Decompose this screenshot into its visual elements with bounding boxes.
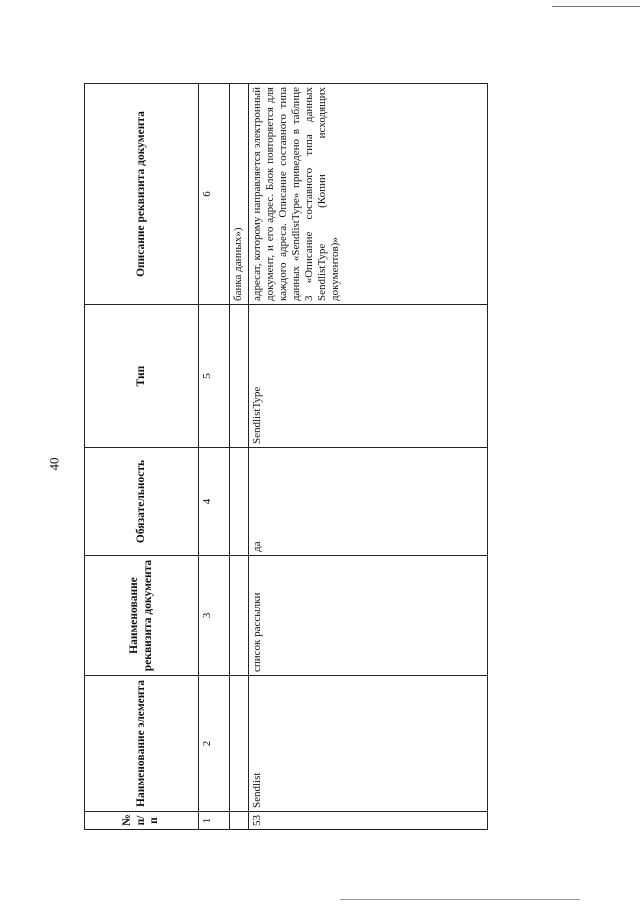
column-number-cell: 6 [199,84,230,305]
table-cell-empty [230,812,249,830]
requisites-table [84,83,488,830]
header-cell-mandatory: Обязательность [85,448,199,556]
page-number: 40 [46,457,62,471]
rotated-table-container [84,84,488,830]
table-cell-empty [230,305,249,448]
scan-edge-line-top [552,6,640,7]
continuation-row [230,84,249,830]
row-element-name: Sendlist [249,676,488,812]
table-cell-empty [230,448,249,556]
header-cell-element: Наименование элемента [85,676,199,812]
column-number-cell: 5 [199,305,230,448]
column-number-cell: 4 [199,448,230,556]
header-cell-description: Описание реквизита документа [85,84,199,305]
scan-edge-line-bottom [340,899,580,900]
header-cell-requisite: Наименование реквизита документа [85,556,199,676]
column-number-row [199,84,230,830]
column-number-cell: 2 [199,676,230,812]
row-description: адресат, которому направляется электронный документ, и его адрес. Блок повторяется для каждого адреса. Описание составного типа данных «SendlistType» приведено в таблице 3 «Описание составного типа данных SendlistType (Копии исходящих документов)» [249,84,488,305]
row-type: SendlistType [249,305,488,448]
row-requisite-name: список рассылки [249,556,488,676]
header-cell-type: Тип [85,305,199,448]
header-cell-number: № п/п [85,812,199,830]
column-number-cell: 3 [199,556,230,676]
continuation-text: банка данных») [230,84,249,305]
table-header-row [85,84,199,830]
table-cell-empty [230,556,249,676]
row-number: 53 [249,812,488,830]
row-mandatory: да [249,448,488,556]
table-row [249,84,488,830]
column-number-cell: 1 [199,812,230,830]
table-cell-empty [230,676,249,812]
